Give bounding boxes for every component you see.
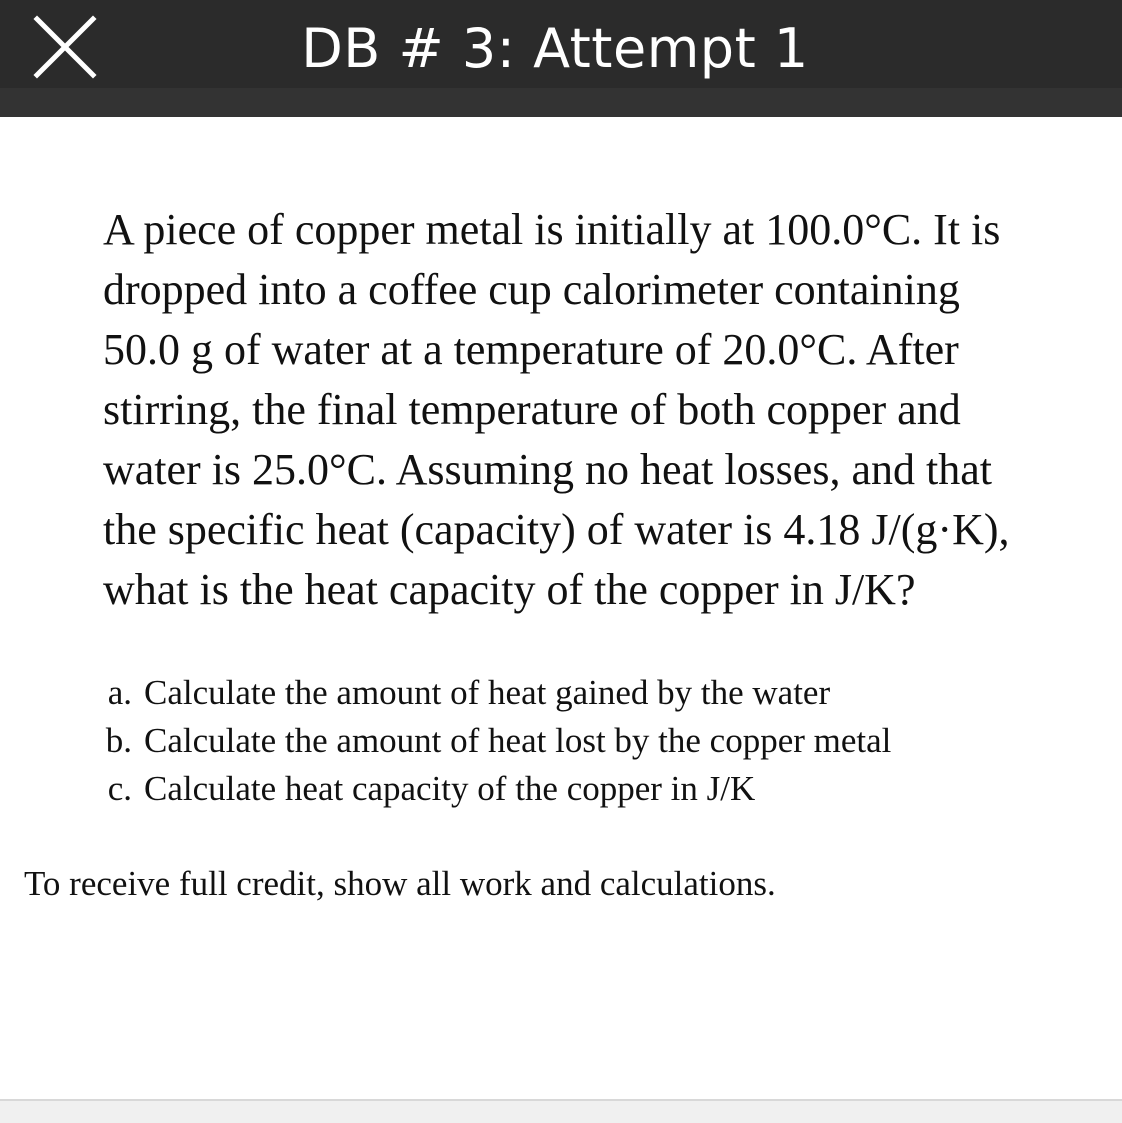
- subpart-item-c: [90, 765, 1050, 813]
- question-line: the specific heat (capacity) of water is 4.18 J/(g·K),: [103, 505, 1010, 554]
- question-line: A piece of copper metal is initially at 100.0°C. It is: [103, 205, 1001, 254]
- header-lower-band: [0, 88, 1122, 117]
- subpart-text: Calculate heat capacity of the copper in J/K: [144, 769, 756, 808]
- question-line: dropped into a coffee cup calorimeter containing: [103, 265, 960, 314]
- subpart-text: Calculate the amount of heat gained by the water: [144, 673, 831, 712]
- subpart-letter: a.: [107, 673, 132, 712]
- question-line: 50.0 g of water at a temperature of 20.0°C. After: [103, 325, 959, 374]
- subpart-letter: b.: [105, 721, 132, 760]
- subpart-item-a: [90, 669, 1050, 717]
- subpart-letter: c.: [107, 769, 132, 808]
- page-title: DB # 3: Attempt 1: [301, 17, 809, 80]
- question-line: water is 25.0°C. Assuming no heat losses, and that: [103, 445, 992, 494]
- header-bar: [0, 0, 1122, 117]
- credit-note: To receive full credit, show all work and calculations.: [24, 864, 776, 903]
- subpart-text: Calculate the amount of heat lost by the copper metal: [144, 721, 892, 760]
- subpart-item-b: [90, 717, 1050, 765]
- bottom-scroll-edge: [0, 1099, 1122, 1123]
- question-text: [103, 200, 1103, 620]
- subpart-list: [90, 669, 1050, 813]
- question-line: what is the heat capacity of the copper in J/K?: [103, 565, 916, 614]
- question-line: stirring, the final temperature of both copper and: [103, 385, 961, 434]
